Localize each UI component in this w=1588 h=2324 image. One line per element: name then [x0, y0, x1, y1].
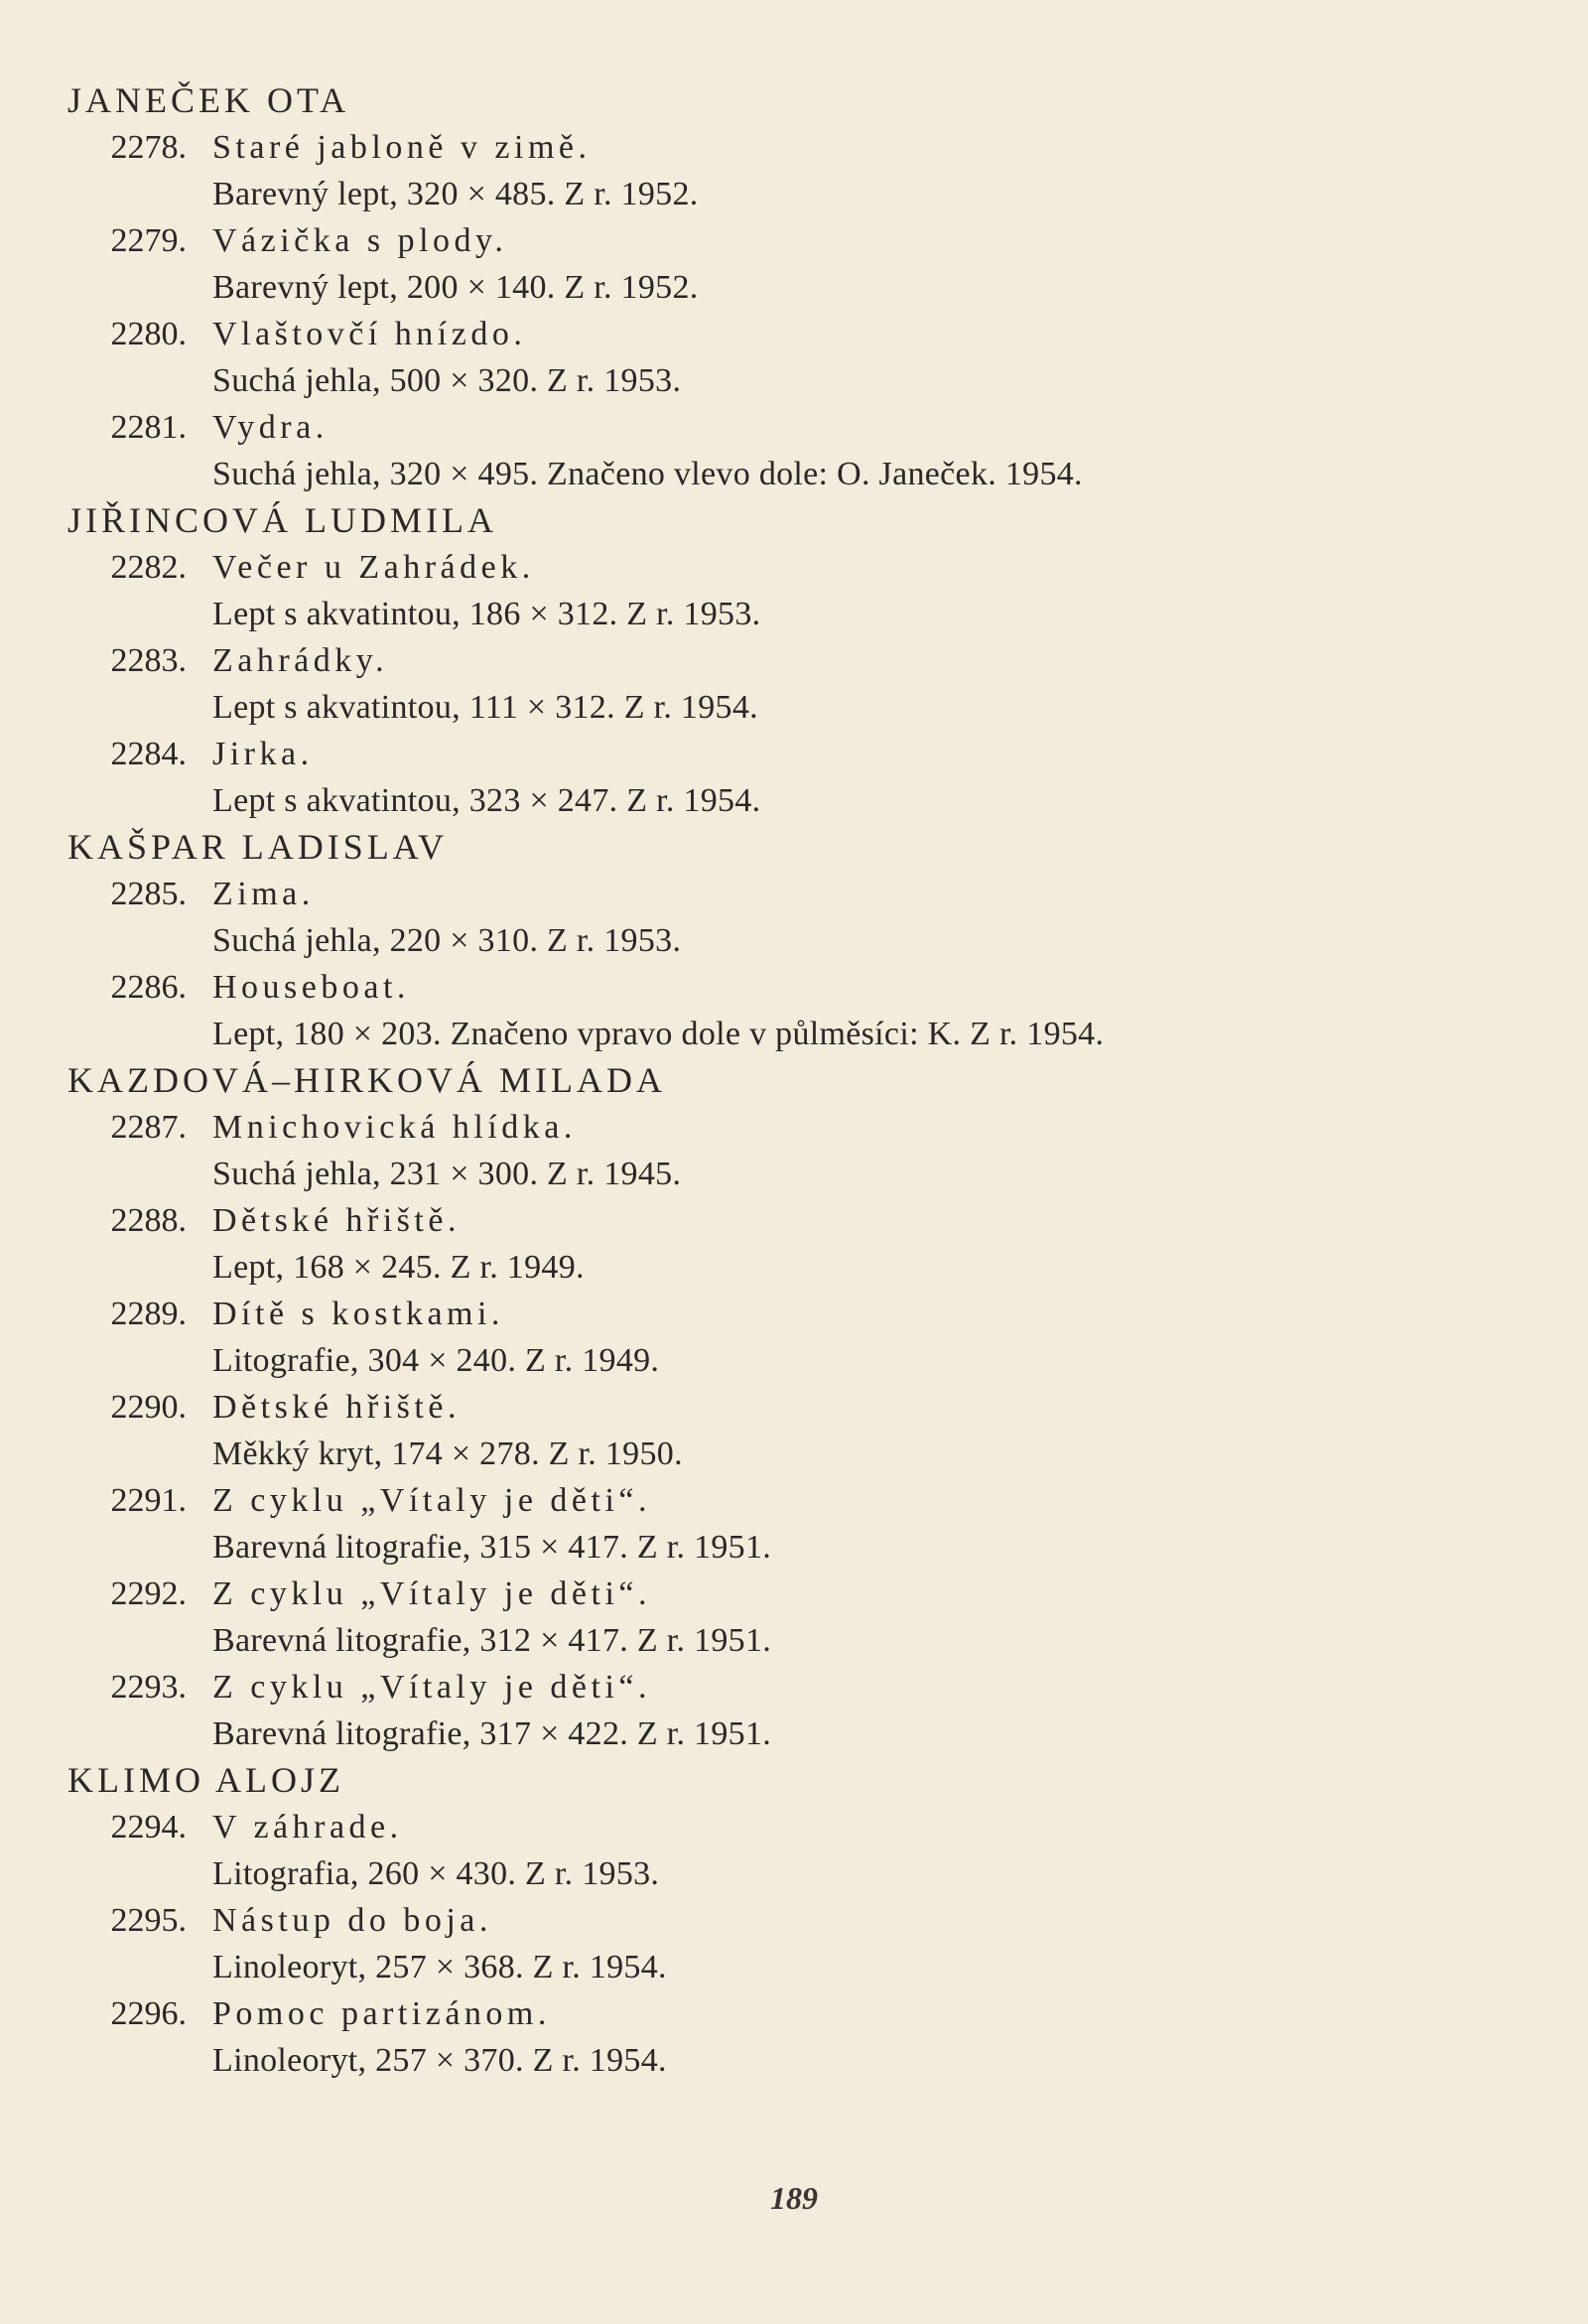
entry-title: Z cyklu „Vítaly je děti“.: [212, 1575, 651, 1612]
catalog-list: [67, 77, 1457, 2084]
entry-title: Nástup do boja.: [212, 1902, 492, 1939]
entry-title: Houseboat.: [212, 969, 410, 1006]
catalog-entry: [67, 1384, 1457, 1477]
artist-heading: KAZDOVÁ–HIRKOVÁ MILADA: [67, 1060, 666, 1100]
entry-description: Lept s akvatintou, 323 × 247. Z r. 1954.: [212, 782, 761, 819]
entry-title: Dítě s kostkami.: [212, 1296, 504, 1332]
entry-number: 2294.: [110, 1809, 187, 1846]
catalog-entry: [67, 217, 1457, 311]
entry-number: 2287.: [110, 1109, 187, 1146]
catalog-entry: [67, 871, 1457, 964]
catalog-entry: [67, 1664, 1457, 1757]
entry-title: Zima.: [212, 876, 315, 912]
entry-title: Jirka.: [212, 736, 314, 772]
entry-title: Večer u Zahrádek.: [212, 549, 535, 586]
entry-number: 2282.: [110, 549, 187, 586]
entry-title: Z cyklu „Vítaly je děti“.: [212, 1482, 651, 1519]
entry-number: 2284.: [110, 736, 187, 772]
entry-description: Barevný lept, 200 × 140. Z r. 1952.: [212, 269, 699, 306]
entry-description: Barevná litografie, 312 × 417. Z r. 1951.: [212, 1622, 772, 1659]
artist-heading: JANEČEK OTA: [67, 80, 350, 120]
entry-description: Litografie, 304 × 240. Z r. 1949.: [212, 1342, 660, 1379]
entry-number: 2295.: [110, 1902, 187, 1939]
entry-title: Dětské hřiště.: [212, 1202, 461, 1239]
entry-description: Lept s akvatintou, 111 × 312. Z r. 1954.: [212, 689, 758, 726]
artist-heading: KLIMO ALOJZ: [67, 1760, 344, 1800]
entry-number: 2290.: [110, 1389, 187, 1426]
entry-description: Litografia, 260 × 430. Z r. 1953.: [212, 1855, 660, 1892]
catalog-entry: [67, 311, 1457, 404]
catalog-entry: [67, 1197, 1457, 1291]
entry-description: Lept s akvatintou, 186 × 312. Z r. 1953.: [212, 596, 761, 632]
entry-number: 2289.: [110, 1296, 187, 1332]
entry-description: Suchá jehla, 320 × 495. Značeno vlevo dole: O. Janeček. 1954.: [212, 456, 1083, 492]
page-number: 189: [770, 2180, 818, 2216]
entry-number: 2285.: [110, 876, 187, 912]
entry-title: Dětské hřiště.: [212, 1389, 461, 1426]
entry-number: 2292.: [110, 1575, 187, 1612]
catalog-entry: [67, 1897, 1457, 1990]
entry-title: Vázička s plody.: [212, 222, 508, 259]
entry-description: Suchá jehla, 220 × 310. Z r. 1953.: [212, 922, 682, 959]
catalog-entry: [67, 637, 1457, 731]
catalog-entry: [67, 964, 1457, 1057]
entry-number: 2293.: [110, 1669, 187, 1706]
entry-title: Mnichovická hlídka.: [212, 1109, 577, 1146]
entry-description: Lept, 180 × 203. Značeno vpravo dole v půlměsíci: K. Z r. 1954.: [212, 1016, 1105, 1052]
catalog-entry: [67, 1804, 1457, 1897]
entry-number: 2280.: [110, 316, 187, 352]
entry-number: 2279.: [110, 222, 187, 259]
entry-description: Barevný lept, 320 × 485. Z r. 1952.: [212, 176, 699, 212]
entry-number: 2286.: [110, 969, 187, 1006]
catalog-entry: [67, 1104, 1457, 1197]
entry-number: 2296.: [110, 1995, 187, 2032]
catalog-entry: [67, 1571, 1457, 1664]
artist-heading: JIŘINCOVÁ LUDMILA: [67, 500, 497, 540]
artist-heading: KAŠPAR LADISLAV: [67, 827, 449, 867]
catalog-entry: [67, 1990, 1457, 2084]
entry-number: 2281.: [110, 409, 187, 446]
entry-title: Pomoc partizánom.: [212, 1995, 551, 2032]
entry-number: 2288.: [110, 1202, 187, 1239]
entry-number: 2283.: [110, 642, 187, 679]
entry-description: Suchá jehla, 231 × 300. Z r. 1945.: [212, 1156, 682, 1192]
entry-number: 2291.: [110, 1482, 187, 1519]
catalog-entry: [67, 1291, 1457, 1384]
entry-title: Zahrádky.: [212, 642, 389, 679]
catalog-entry: [67, 1477, 1457, 1571]
entry-description: Barevná litografie, 315 × 417. Z r. 1951.: [212, 1529, 772, 1566]
entry-description: Měkký kryt, 174 × 278. Z r. 1950.: [212, 1435, 683, 1472]
entry-title: V záhrade.: [212, 1809, 403, 1846]
entry-description: Linoleoryt, 257 × 370. Z r. 1954.: [212, 2042, 667, 2079]
entry-number: 2278.: [110, 129, 187, 166]
entry-title: Staré jabloně v zimě.: [212, 129, 592, 166]
entry-description: Lept, 168 × 245. Z r. 1949.: [212, 1249, 585, 1286]
catalog-entry: [67, 404, 1457, 497]
entry-title: Vlaštovčí hnízdo.: [212, 316, 527, 352]
catalog-entry: [67, 544, 1457, 637]
catalog-entry: [67, 731, 1457, 824]
entry-title: Z cyklu „Vítaly je děti“.: [212, 1669, 651, 1706]
catalog-entry: [67, 124, 1457, 217]
entry-description: Suchá jehla, 500 × 320. Z r. 1953.: [212, 362, 682, 399]
entry-description: Linoleoryt, 257 × 368. Z r. 1954.: [212, 1949, 667, 1985]
entry-title: Vydra.: [212, 409, 329, 446]
entry-description: Barevná litografie, 317 × 422. Z r. 1951.: [212, 1715, 772, 1752]
